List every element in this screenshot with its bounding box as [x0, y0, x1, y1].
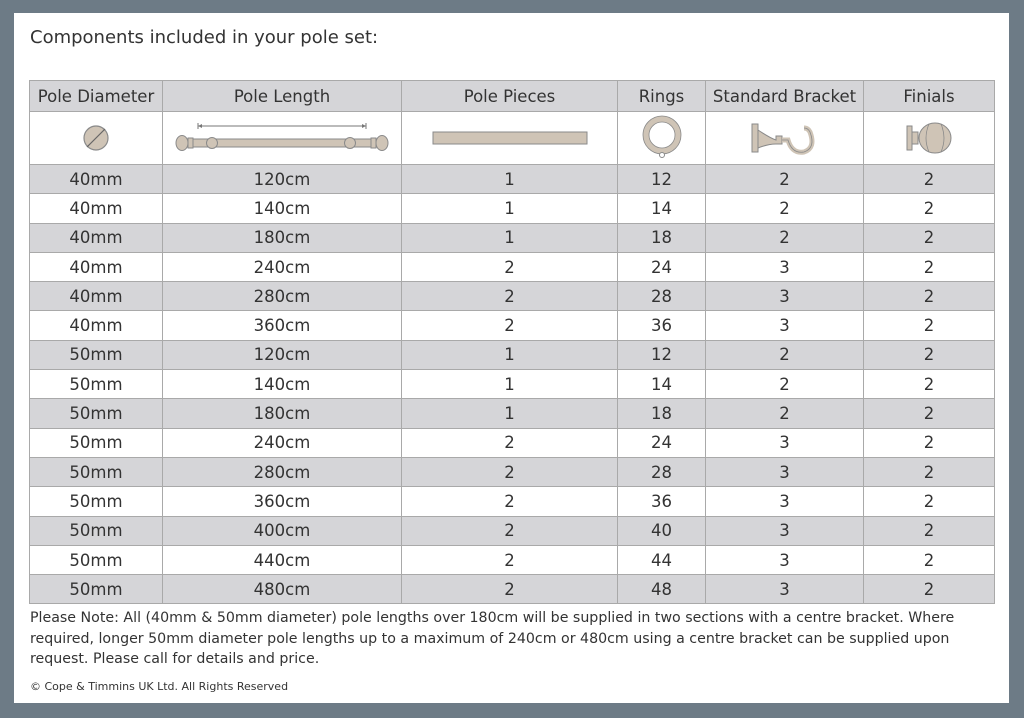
- cell-finials: 2: [864, 194, 995, 223]
- icon-row: [30, 112, 995, 165]
- cell-finials: 2: [864, 575, 995, 604]
- cell-length: 120cm: [163, 340, 402, 369]
- cell-brackets: 3: [706, 516, 864, 545]
- diameter-icon: [82, 124, 110, 152]
- page-title: Components included in your pole set:: [30, 27, 379, 48]
- cell-rings: 40: [618, 516, 706, 545]
- cell-length: 140cm: [163, 370, 402, 399]
- cell-finials: 2: [864, 370, 995, 399]
- cell-brackets: 2: [706, 370, 864, 399]
- cell-length: 180cm: [163, 223, 402, 252]
- cell-length: 440cm: [163, 545, 402, 574]
- cell-length: 480cm: [163, 575, 402, 604]
- cell-length: 360cm: [163, 487, 402, 516]
- cell-brackets: 2: [706, 340, 864, 369]
- cell-diameter: 40mm: [30, 223, 163, 252]
- cell-length: 180cm: [163, 399, 402, 428]
- pole-icon: [174, 121, 390, 155]
- diameter-icon-cell: [30, 112, 163, 165]
- cell-finials: 2: [864, 487, 995, 516]
- header-pole-diameter: Pole Diameter: [30, 81, 163, 112]
- bracket-icon: [748, 118, 822, 158]
- finial-icon: [903, 120, 955, 156]
- cell-rings: 48: [618, 575, 706, 604]
- cell-brackets: 2: [706, 165, 864, 194]
- table-row: [30, 165, 995, 194]
- cell-diameter: 50mm: [30, 370, 163, 399]
- cell-pieces: 1: [402, 223, 618, 252]
- cell-rings: 24: [618, 428, 706, 457]
- cell-pieces: 2: [402, 516, 618, 545]
- cell-brackets: 3: [706, 545, 864, 574]
- cell-rings: 14: [618, 194, 706, 223]
- cell-length: 400cm: [163, 516, 402, 545]
- table-row: [30, 575, 995, 604]
- components-sheet: [14, 13, 1009, 703]
- cell-length: 120cm: [163, 165, 402, 194]
- cell-rings: 44: [618, 545, 706, 574]
- table-row: [30, 340, 995, 369]
- cell-rings: 36: [618, 311, 706, 340]
- cell-length: 240cm: [163, 252, 402, 281]
- cell-finials: 2: [864, 457, 995, 486]
- cell-rings: 18: [618, 399, 706, 428]
- cell-pieces: 1: [402, 340, 618, 369]
- cell-pieces: 2: [402, 428, 618, 457]
- cell-pieces: 2: [402, 575, 618, 604]
- cell-brackets: 3: [706, 487, 864, 516]
- table-row: [30, 223, 995, 252]
- cell-finials: 2: [864, 223, 995, 252]
- cell-diameter: 40mm: [30, 311, 163, 340]
- cell-rings: 18: [618, 223, 706, 252]
- table-row: [30, 399, 995, 428]
- cell-rings: 24: [618, 252, 706, 281]
- table-row: [30, 487, 995, 516]
- cell-finials: 2: [864, 428, 995, 457]
- cell-finials: 2: [864, 311, 995, 340]
- cell-brackets: 2: [706, 194, 864, 223]
- cell-rings: 12: [618, 340, 706, 369]
- ring-icon-cell: [618, 112, 706, 165]
- cell-diameter: 50mm: [30, 399, 163, 428]
- cell-length: 360cm: [163, 311, 402, 340]
- header-rings: Rings: [618, 81, 706, 112]
- header-pole-pieces: Pole Pieces: [402, 81, 618, 112]
- ring-icon: [642, 115, 682, 161]
- header-pole-length: Pole Length: [163, 81, 402, 112]
- cell-brackets: 3: [706, 252, 864, 281]
- cell-finials: 2: [864, 165, 995, 194]
- cell-pieces: 2: [402, 311, 618, 340]
- cell-diameter: 50mm: [30, 428, 163, 457]
- cell-pieces: 2: [402, 545, 618, 574]
- cell-brackets: 3: [706, 282, 864, 311]
- copyright-text: © Cope & Timmins UK Ltd. All Rights Reserved: [30, 680, 289, 693]
- cell-pieces: 1: [402, 399, 618, 428]
- cell-diameter: 50mm: [30, 457, 163, 486]
- cell-diameter: 40mm: [30, 252, 163, 281]
- table-row: [30, 194, 995, 223]
- cell-pieces: 1: [402, 165, 618, 194]
- cell-length: 240cm: [163, 428, 402, 457]
- header-row: [30, 81, 995, 112]
- cell-diameter: 40mm: [30, 165, 163, 194]
- cell-pieces: 2: [402, 252, 618, 281]
- pole-icon-cell: [163, 112, 402, 165]
- cell-pieces: 1: [402, 370, 618, 399]
- cell-brackets: 3: [706, 428, 864, 457]
- cell-diameter: 50mm: [30, 575, 163, 604]
- table-row: [30, 370, 995, 399]
- table-row: [30, 516, 995, 545]
- cell-rings: 14: [618, 370, 706, 399]
- finial-icon-cell: [864, 112, 995, 165]
- cell-finials: 2: [864, 282, 995, 311]
- cell-diameter: 50mm: [30, 487, 163, 516]
- cell-pieces: 2: [402, 487, 618, 516]
- cell-length: 280cm: [163, 457, 402, 486]
- cell-finials: 2: [864, 340, 995, 369]
- pole-piece-icon: [432, 130, 588, 146]
- cell-finials: 2: [864, 516, 995, 545]
- cell-brackets: 2: [706, 399, 864, 428]
- cell-brackets: 3: [706, 575, 864, 604]
- cell-diameter: 50mm: [30, 516, 163, 545]
- cell-finials: 2: [864, 545, 995, 574]
- table-body: [30, 165, 995, 604]
- cell-pieces: 2: [402, 282, 618, 311]
- table-row: [30, 457, 995, 486]
- cell-length: 280cm: [163, 282, 402, 311]
- cell-rings: 28: [618, 282, 706, 311]
- table-row: [30, 428, 995, 457]
- pole-piece-icon-cell: [402, 112, 618, 165]
- header-finials: Finials: [864, 81, 995, 112]
- cell-rings: 12: [618, 165, 706, 194]
- cell-diameter: 40mm: [30, 282, 163, 311]
- cell-rings: 28: [618, 457, 706, 486]
- cell-brackets: 2: [706, 223, 864, 252]
- cell-pieces: 1: [402, 194, 618, 223]
- table-row: [30, 252, 995, 281]
- cell-brackets: 3: [706, 457, 864, 486]
- components-table: [29, 80, 995, 604]
- cell-length: 140cm: [163, 194, 402, 223]
- cell-diameter: 40mm: [30, 194, 163, 223]
- table-row: [30, 311, 995, 340]
- table-row: [30, 282, 995, 311]
- bracket-icon-cell: [706, 112, 864, 165]
- cell-brackets: 3: [706, 311, 864, 340]
- cell-diameter: 50mm: [30, 545, 163, 574]
- cell-finials: 2: [864, 252, 995, 281]
- cell-rings: 36: [618, 487, 706, 516]
- please-note-text: Please Note: All (40mm & 50mm diameter) pole lengths over 180cm will be supplied in two sections with a centre bracket. Where required, longer 50mm diameter pole lengths up to a maximum of 240cm or 480cm using a centre bracket can be supplied upon request. Please call for details and price.: [30, 610, 955, 667]
- cell-pieces: 2: [402, 457, 618, 486]
- table-row: [30, 545, 995, 574]
- cell-diameter: 50mm: [30, 340, 163, 369]
- header-standard-bracket: Standard Bracket: [706, 81, 864, 112]
- cell-finials: 2: [864, 399, 995, 428]
